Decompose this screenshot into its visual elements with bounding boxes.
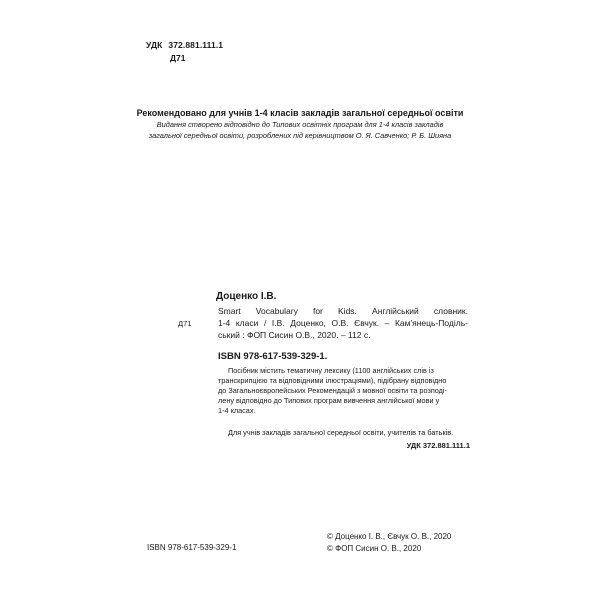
index-code-header: Д71 [170,53,186,63]
footer-isbn: ISBN 978-617-539-329-1 [147,543,237,552]
footer-copyright [327,531,451,555]
catalog-title-block [218,305,468,341]
recommendation-note-line: загальної середньої освіти, розроблених під керівництвом О. Я. Савченко; Р. Б. Шияна [148,130,452,140]
udk-label: УДК [146,40,163,50]
catalog-index-code: Д71 [178,319,192,328]
description-line: Посібник містить тематичну лексику (1100 англійських слів із [228,366,434,375]
catalog-title-line: ський : ФОП Сисин О.В., 2020. – 112 с. [218,330,371,340]
catalog-title-line: Smart Vocabulary for Kids. Англійський словник. [218,306,468,316]
description-line: до Загальноєвропейських Рекомендацій з мовної освіти та розподі- [218,386,447,395]
catalog-author: Доценко І.В. [216,291,277,302]
catalog-audience: Для учнів закладів загальної середньої освіти, учителів та батьків. [228,428,454,437]
udk-header [146,40,223,50]
recommendation-note [0,120,600,142]
copyright-line: © ФОП Сисин О. В., 2020 [327,544,422,553]
description-line: транскрипцією та відповідними ілюстраціями), підібрану відповідно [218,376,447,385]
copyright-line: © Доценко І. В., Євчук О. В., 2020 [327,532,452,541]
description-line: лену відповідно до Типових програм вивчення англійської мови у [218,396,440,405]
recommendation-title: Рекомендовано для учнів 1-4 класів закладів загальної середньої освіти [136,108,464,118]
udk-code: 372.881.111.1 [168,40,224,50]
catalog-isbn: ISBN 978-617-539-329-1. [218,351,328,362]
catalog-title-line: 1-4 класи / І.В. Доценко, О.В. Євчук. – Кам'янець-Поділь- [218,318,468,328]
recommendation-note-line: Видання створено відповідно до Типових освітніх програм для 1-4 класів закладів [156,120,444,129]
description-line: 1-4 класах. [218,406,256,415]
catalog-udk: УДК 372.881.111.1 [406,441,470,450]
catalog-description [218,366,470,416]
